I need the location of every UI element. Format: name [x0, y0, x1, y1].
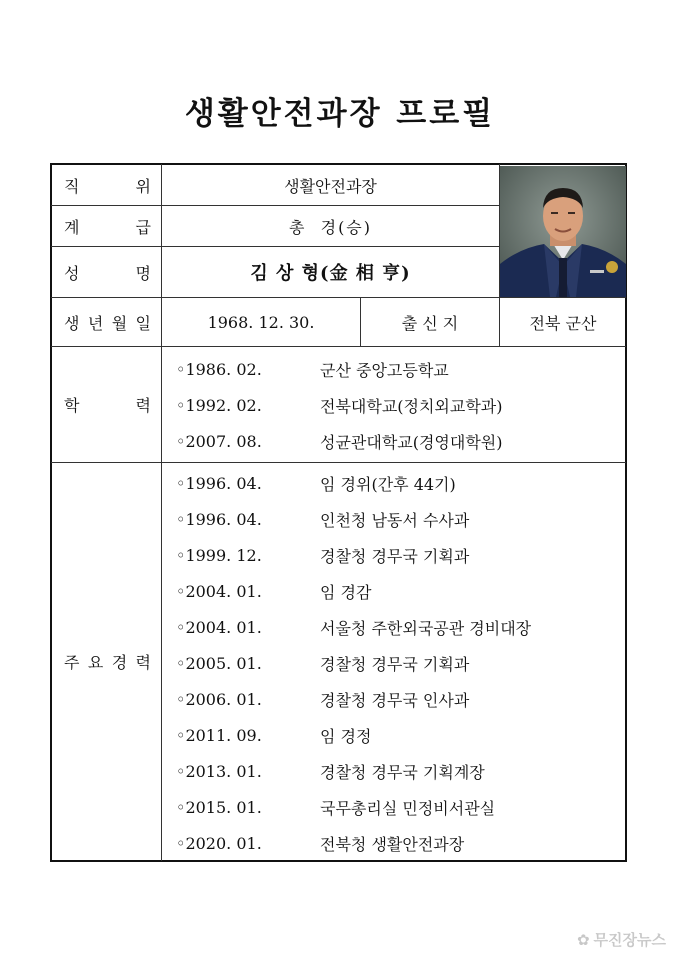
career-item — [176, 687, 469, 711]
label-char: 급 — [135, 217, 151, 237]
label-char: 월 — [111, 313, 128, 333]
label-char: 주 — [64, 653, 80, 672]
career-date: ◦1996. 04. — [176, 509, 262, 529]
education-label — [52, 347, 161, 462]
career-date: ◦2006. 01. — [176, 689, 262, 709]
career-text: 인천청 남동서 수사과 — [320, 510, 470, 530]
education-school: 성균관대학교(경영대학원) — [320, 432, 503, 452]
career-text: 임 경정 — [320, 726, 372, 746]
career-date: ◦1999. 12. — [176, 545, 262, 565]
career-date: ◦2020. 01. — [176, 833, 262, 853]
label-char: 일 — [135, 313, 151, 333]
career-text: 경찰청 경무국 인사과 — [320, 690, 470, 710]
career-item — [176, 831, 464, 855]
education-date: ◦1986. 02. — [176, 359, 262, 379]
birth-value: 1968. 12. 30. — [207, 312, 315, 332]
hometown-label: 출 신 지 — [401, 313, 459, 333]
career-text: 임 경감 — [320, 582, 372, 602]
education-date: ◦2007. 08. — [176, 431, 262, 451]
portrait-illustration — [500, 166, 626, 297]
career-item — [176, 651, 469, 675]
watermark-logo-icon: ✿ — [576, 930, 590, 949]
education-school: 군산 중앙고등학교 — [320, 360, 449, 380]
rank-value: 총 경(승) — [288, 217, 373, 237]
career-item — [176, 579, 371, 603]
label-char: 요 — [87, 653, 104, 672]
education-item — [176, 429, 503, 453]
watermark — [577, 929, 666, 950]
label-char: 생 — [64, 313, 80, 333]
education-school: 전북대학교(정치외교학과) — [320, 396, 503, 416]
career-date: ◦2011. 09. — [176, 725, 262, 745]
career-item — [176, 471, 456, 495]
label-char: 계 — [64, 217, 80, 237]
education-date: ◦1992. 02. — [176, 395, 262, 415]
career-date: ◦1996. 04. — [176, 473, 262, 493]
profile-photo — [500, 166, 626, 297]
label-char: 성 — [64, 263, 80, 283]
label-char: 위 — [135, 176, 151, 196]
career-item — [176, 543, 469, 567]
label-char: 학 — [64, 396, 80, 415]
career-text: 임 경위(간후 44기) — [320, 474, 456, 494]
label-char: 직 — [64, 176, 80, 196]
career-item — [176, 507, 469, 531]
career-text: 경찰청 경무국 기획계장 — [320, 762, 485, 782]
career-date: ◦2013. 01. — [176, 761, 262, 781]
career-item — [176, 615, 531, 639]
rank-label — [52, 206, 161, 246]
career-date: ◦2005. 01. — [176, 653, 262, 673]
career-item — [176, 759, 485, 783]
education-item — [176, 357, 449, 381]
label-char: 경 — [111, 653, 128, 672]
career-item — [176, 723, 371, 747]
career-text: 전북청 생활안전과장 — [320, 834, 465, 854]
label-char: 년 — [87, 313, 104, 333]
label-char: 력 — [135, 396, 151, 415]
hometown-value: 전북 군산 — [529, 313, 597, 333]
position-value: 생활안전과장 — [284, 176, 377, 196]
career-date: ◦2015. 01. — [176, 797, 262, 817]
career-text: 경찰청 경무국 기획과 — [320, 546, 470, 566]
career-text: 서울청 주한외국공관 경비대장 — [320, 618, 532, 638]
career-text: 경찰청 경무국 기획과 — [320, 654, 470, 674]
career-text: 국무총리실 민정비서관실 — [320, 798, 496, 818]
birth-label — [52, 298, 161, 346]
career-item — [176, 795, 495, 819]
label-char: 명 — [135, 263, 151, 283]
career-date: ◦2004. 01. — [176, 617, 262, 637]
name-label — [52, 247, 161, 297]
page-title: 생활안전과장 프로필 — [184, 96, 496, 132]
career-date: ◦2004. 01. — [176, 581, 262, 601]
career-label — [52, 463, 161, 860]
education-item — [176, 393, 503, 417]
watermark-text: 무진장뉴스 — [593, 931, 666, 949]
name-value: 김 상 형(金 相 亨) — [250, 263, 411, 284]
position-label — [52, 165, 161, 205]
label-char: 력 — [135, 653, 151, 672]
